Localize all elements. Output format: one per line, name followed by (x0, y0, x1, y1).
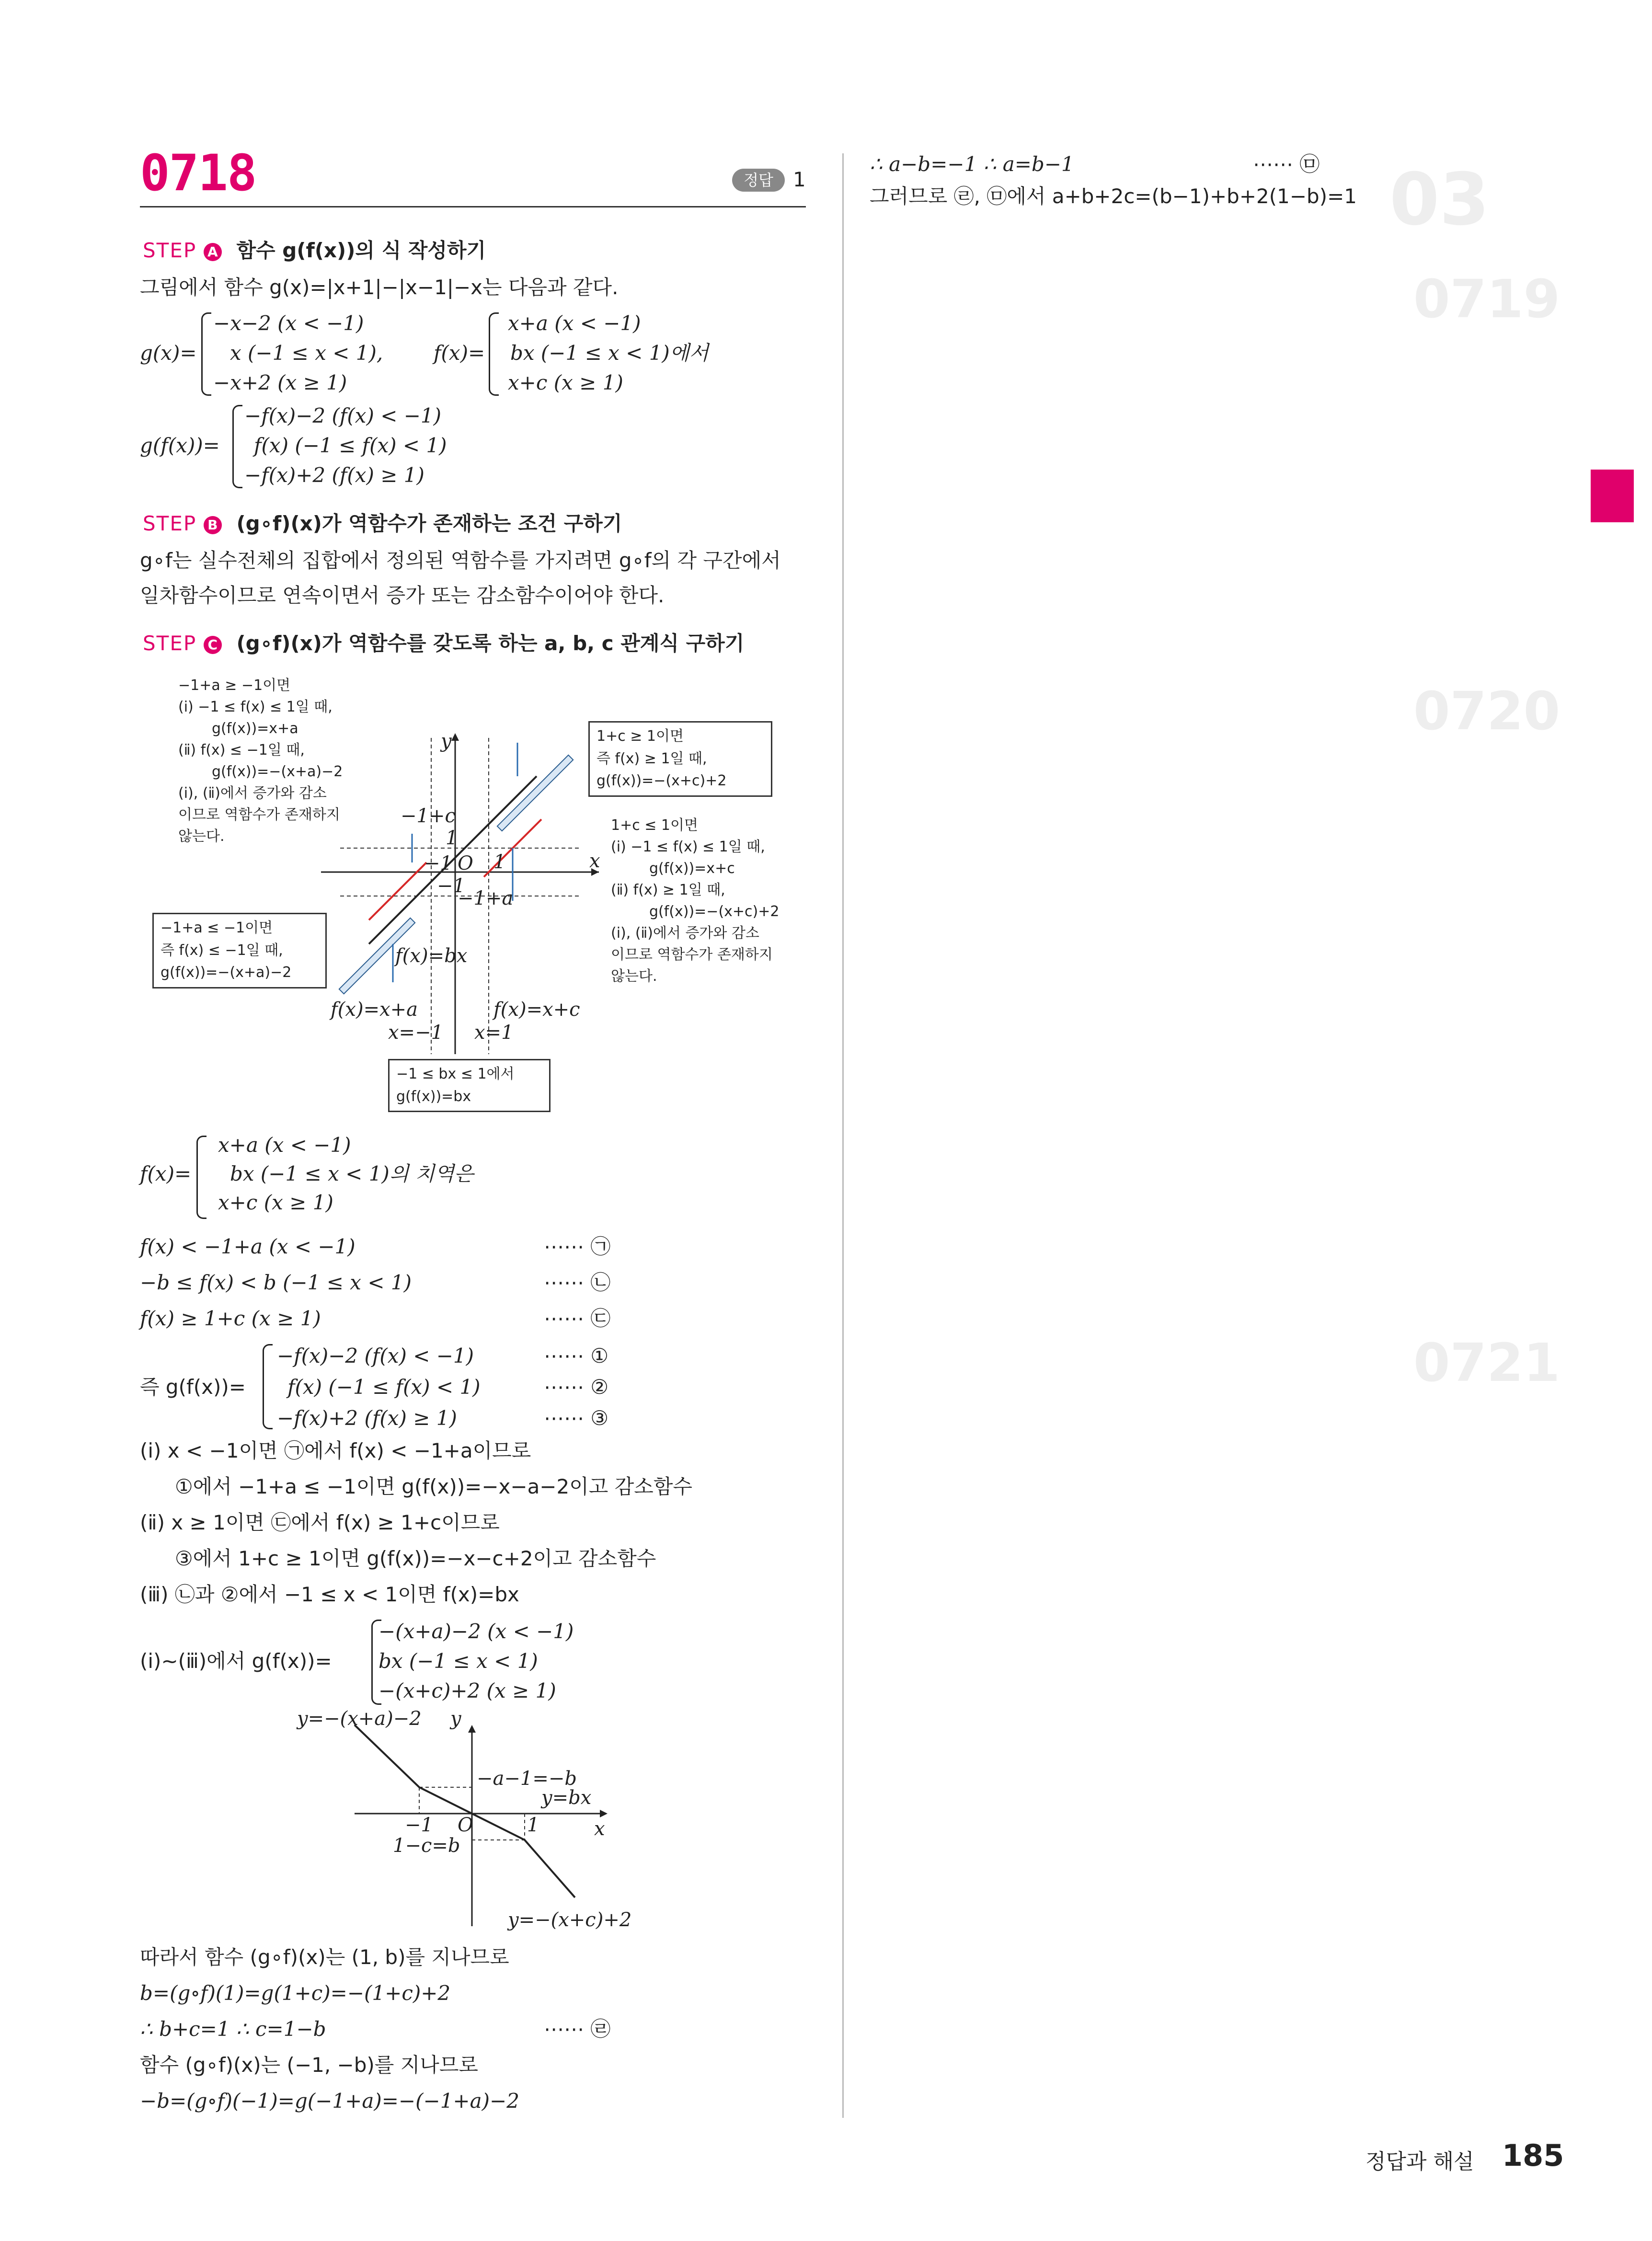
fig1-box-right-line: g(f(x))=−(x+c)+2 (597, 772, 727, 789)
fig1-box-right-line: 즉 f(x) ≥ 1일 때, (597, 750, 707, 767)
fig1-note-left-line: (ⅰ) −1 ≤ f(x) ≤ 1일 때, (178, 699, 333, 715)
range-gf-case-2-mark: ⋯⋯ ② (544, 1375, 609, 1399)
fig1-box-right (588, 721, 772, 797)
range-f-case-3: x+c (x ≥ 1) (218, 1191, 333, 1214)
fig1-one-right: 1 (493, 851, 506, 873)
fig1-label-fbx: f(x)=bx (395, 945, 468, 967)
fig1-box-bottom-line: −1 ≤ bx ≤ 1에서 (396, 1066, 515, 1082)
fig1-box-right-line: 1+c ≥ 1이면 (597, 728, 684, 745)
f-lhs: f(x)= (434, 341, 485, 365)
step-a-letter: A (204, 243, 222, 261)
step-a-intro: 그림에서 함수 g(x)=|x+1|−|x−1|−x는 다음과 같다. (140, 276, 619, 299)
g-lhs: g(x)= (140, 341, 197, 365)
bleed-through-decoration: 03 (1389, 158, 1490, 241)
fig1-note-right-line: 1+c ≤ 1이면 (611, 817, 698, 834)
fig1-x-label: x (589, 850, 600, 872)
case-line-1: (ⅰ) x < −1이면 ㉠에서 f(x) < −1+a이므로 (140, 1439, 531, 1462)
right-line-2: 그러므로 ㉣, ㉤에서 a+b+2c=(b−1)+b+2(1−b)=1 (870, 184, 1357, 208)
range-gf-prefix: 즉 g(f(x))= (140, 1375, 246, 1399)
header-rule (140, 206, 806, 207)
fig1-one-up: 1 (446, 827, 458, 849)
fig2-top-label: y=−(x+a)−2 (297, 1708, 422, 1730)
range-cond-1: f(x) < −1+a (x < −1) (140, 1235, 356, 1258)
fig1-box-left-line: g(f(x))=−(x+a)−2 (161, 964, 292, 981)
fig1-origin-label: O (458, 852, 473, 874)
range-f-case-1: x+a (x < −1) (218, 1133, 351, 1157)
range-f-lhs: f(x)= (140, 1162, 192, 1185)
fig2-x-label: x (594, 1818, 605, 1840)
fig1-red-left (369, 862, 426, 920)
figure2-graph (287, 1706, 671, 1936)
step-c-title: (g∘f)(x)가 역함수를 갖도록 하는 a, b, c 관계식 구하기 (236, 632, 745, 655)
step-b-title: (g∘f)(x)가 역함수가 존재하는 조건 구하기 (236, 512, 622, 535)
summary-case-3: −(x+c)+2 (x ≥ 1) (379, 1679, 556, 1702)
fig1-note-right-line: (ⅰ) −1 ≤ f(x) ≤ 1일 때, (611, 839, 765, 855)
g-case-3: −x+2 (x ≥ 1) (213, 371, 347, 394)
gf-case-2: f(x) (−1 ≤ f(x) < 1) (254, 434, 447, 457)
fig2-origin-label: O (458, 1814, 473, 1836)
fig1-note-left-line: (ⅰ), (ⅱ)에서 증가와 감소 (178, 785, 327, 802)
fig1-neg1-plus-c: −1+c (401, 805, 456, 827)
fig2-y-label: y (450, 1708, 461, 1730)
fig2-ybx-label: y=bx (541, 1787, 592, 1809)
summary-case-1: −(x+a)−2 (x < −1) (379, 1620, 574, 1643)
fig2-bottom-label: y=−(x+c)+2 (508, 1909, 632, 1931)
range-cond-2-mark: ⋯⋯ ㉡ (544, 1271, 611, 1294)
conclusion-mark: ⋯⋯ ㉣ (544, 2017, 611, 2041)
answer-badge (732, 169, 785, 192)
range-gf-brace (263, 1344, 273, 1429)
answer-badge-label: 정답 (744, 171, 773, 189)
bleed-through-decoration: 0721 (1413, 1332, 1560, 1393)
column-divider (842, 153, 844, 2118)
fig1-note-left-line: g(f(x))=−(x+a)−2 (212, 763, 343, 780)
figure1-graph (311, 719, 608, 1064)
conclusion-line-1: 따라서 함수 (g∘f)(x)는 (1, b)를 지나므로 (140, 1945, 509, 1969)
fig1-box-left-line: 즉 f(x) ≤ −1일 때, (161, 942, 283, 959)
gf-brace (232, 405, 242, 488)
g-brace (201, 312, 211, 396)
problem-number: 0718 (140, 144, 256, 202)
conclusion-line-3: ∴ b+c=1 ∴ c=1−b (140, 2017, 326, 2041)
case-line-5: (ⅲ) ㉡과 ②에서 −1 ≤ x < 1이면 f(x)=bx (140, 1583, 519, 1606)
g-case-2: x (−1 ≤ x < 1), (230, 341, 383, 365)
range-cond-3: f(x) ≥ 1+c (x ≥ 1) (140, 1307, 321, 1330)
fig1-note-left-line: 않는다. (178, 828, 225, 845)
step-a-title: 함수 g(f(x))의 식 작성하기 (236, 239, 486, 262)
fig1-line-bx (369, 776, 537, 944)
step-a-label: STEP (143, 239, 197, 262)
fig1-y-arrow (451, 733, 459, 741)
gf-lhs: g(f(x))= (140, 434, 220, 457)
fig2-neg-one: −1 (405, 1814, 433, 1836)
fig1-box-bottom (388, 1059, 551, 1112)
fig1-note-right-line: 않는다. (611, 968, 657, 985)
fig2-level-label: −a−1=−b (477, 1768, 577, 1790)
case-line-3: (ⅱ) x ≥ 1이면 ㉢에서 f(x) ≥ 1+c이므로 (140, 1511, 500, 1534)
fig1-note-right-line: g(f(x))=x+c (649, 860, 735, 877)
fig1-note-right-line: (ⅱ) f(x) ≥ 1일 때, (611, 882, 725, 898)
f-brace (489, 312, 499, 396)
fig2-low-label: 1−c=b (393, 1835, 460, 1857)
range-gf-case-3: −f(x)+2 (f(x) ≥ 1) (277, 1406, 457, 1430)
step-b-text-2: 일차함수이므로 연속이면서 증가 또는 감소함수이어야 한다. (140, 584, 665, 607)
range-gf-case-3-mark: ⋯⋯ ③ (544, 1406, 609, 1430)
range-f-case-2: bx (−1 ≤ x < 1)의 치역은 (230, 1162, 474, 1185)
fig1-note-right (611, 815, 779, 987)
step-b-letter: B (204, 516, 222, 534)
case-line-2: ①에서 −1+a ≤ −1이면 g(f(x))=−x−a−2이고 감소함수 (175, 1475, 692, 1498)
fig1-label-xm1: x=−1 (388, 1022, 444, 1044)
fig1-neg-one-down: −1 (437, 875, 465, 897)
range-cond-1-mark: ⋯⋯ ㉠ (544, 1235, 611, 1258)
fig1-note-right-line: (ⅰ), (ⅱ)에서 증가와 감소 (611, 925, 759, 942)
range-gf-case-2: f(x) (−1 ≤ f(x) < 1) (287, 1375, 481, 1399)
fig1-note-left-line: −1+a ≥ −1이면 (178, 677, 291, 694)
f-case-2: bx (−1 ≤ x < 1)에서 (510, 341, 709, 365)
fig1-neg1-plus-a: −1+a (458, 887, 514, 909)
step-b-label: STEP (143, 512, 197, 535)
right-line-1: ∴ a−b=−1 ∴ a=b−1 (870, 152, 1074, 176)
range-gf-case-1: −f(x)−2 (f(x) < −1) (277, 1344, 474, 1368)
range-gf-case-1-mark: ⋯⋯ ① (544, 1344, 609, 1368)
step-c-heading (143, 628, 744, 656)
f-case-3: x+c (x ≥ 1) (508, 371, 623, 394)
gf-case-3: −f(x)+2 (f(x) ≥ 1) (244, 463, 424, 487)
fig1-note-right-line: 이므로 역함수가 존재하지 (611, 946, 773, 963)
fig1-label-x1: x=1 (474, 1022, 514, 1044)
fig1-label-fxa: f(x)=x+a (331, 999, 418, 1021)
fig1-note-left-line: 이므로 역함수가 존재하지 (178, 806, 340, 823)
fig2-one: 1 (527, 1814, 539, 1836)
fig1-label-fxc: f(x)=x+c (493, 999, 580, 1021)
step-c-letter: C (204, 636, 222, 654)
fig1-neg-one-left: −1 (424, 852, 452, 874)
g-case-1: −x−2 (x < −1) (213, 311, 364, 335)
conclusion-line-5: −b=(g∘f)(−1)=g(−1+a)=−(−1+a)−2 (140, 2089, 519, 2113)
range-cond-2: −b ≤ f(x) < b (−1 ≤ x < 1) (140, 1271, 412, 1294)
case-line-4: ③에서 1+c ≥ 1이면 g(f(x))=−x−c+2이고 감소함수 (175, 1547, 656, 1570)
range-cond-3-mark: ⋯⋯ ㉢ (544, 1307, 611, 1330)
right-line-1-mark: ⋯⋯ ㉤ (1253, 152, 1320, 176)
step-a-heading (143, 235, 486, 264)
fig1-note-left-line: g(f(x))=x+a (212, 720, 298, 737)
answer-value: 1 (793, 168, 806, 191)
f-case-1: x+a (x < −1) (508, 311, 641, 335)
fig2-x-arrow (600, 1810, 608, 1817)
fig1-note-left-line: (ⅱ) f(x) ≤ −1일 때, (178, 742, 305, 758)
fig1-band-right (497, 755, 573, 831)
fig1-note-right-line: g(f(x))=−(x+c)+2 (649, 903, 780, 920)
gf-case-1: −f(x)−2 (f(x) < −1) (244, 404, 442, 427)
fig2-y-arrow (468, 1725, 476, 1733)
summary-case-2: bx (−1 ≤ x < 1) (379, 1649, 538, 1673)
summary-prefix: (ⅰ)~(ⅲ)에서 g(f(x))= (140, 1649, 332, 1673)
fig1-box-left-line: −1+a ≤ −1이면 (161, 919, 273, 936)
fig1-box-left (152, 913, 327, 988)
step-b-heading (143, 508, 622, 537)
fig1-box-bottom-line: g(f(x))=bx (396, 1088, 471, 1105)
bleed-through-decoration: 0719 (1413, 268, 1560, 330)
step-c-label: STEP (143, 632, 197, 655)
section-tab-marker (1591, 470, 1634, 522)
bleed-through-decoration: 0720 (1413, 680, 1560, 742)
fig2-graph-line (355, 1725, 575, 1897)
conclusion-line-2: b=(g∘f)(1)=g(1+c)=−(1+c)+2 (140, 1981, 451, 2005)
page-number: 185 (1502, 2138, 1564, 2173)
fig1-y-label: y (441, 730, 452, 752)
footer-label: 정답과 해설 (1365, 2149, 1474, 2174)
step-b-text-1: g∘f는 실수전체의 집합에서 정의된 역함수를 가지려면 g∘f의 각 구간에서 (140, 549, 781, 572)
range-brace (196, 1136, 206, 1219)
conclusion-line-4: 함수 (g∘f)(x)는 (−1, −b)를 지나므로 (140, 2053, 479, 2077)
